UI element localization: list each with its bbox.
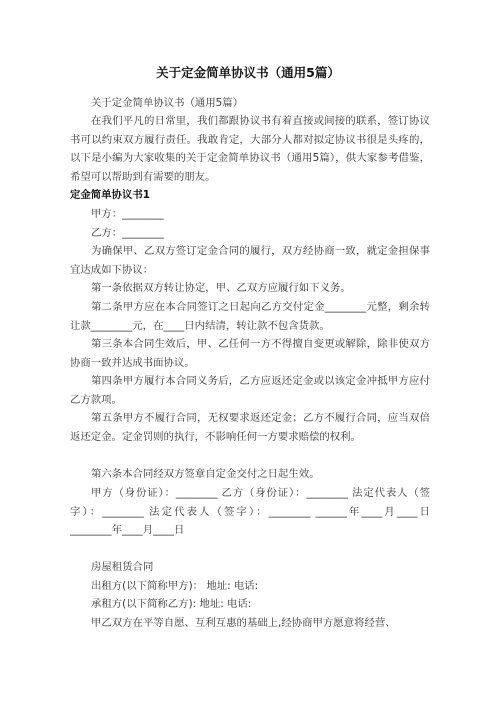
signature-block: 甲方（身份证）：________ 乙方（身份证）：________ 法定代表人（签字）：________ 法定代表人（签字）：________ ______年____月____日 ________年____月____日	[70, 487, 430, 537]
preamble-paragraph: 为确保甲、乙双方签订定金合同的履行，双方经协商一致，就定金担保事宜达成如下协议：	[70, 245, 430, 276]
lessee-line: 承租方(以下简称乙方): 地址: 电话:	[91, 598, 252, 610]
lease-intro: 甲乙双方在平等自愿、互利互惠的基础上,经协商甲方愿意将经营、	[91, 617, 396, 629]
clause-3: 第三条本合同生效后，甲、乙任何一方不得擅自变更或解除，除非使双方协商一致并达成书面协议。	[70, 338, 430, 369]
lease-title: 房屋租赁合同	[91, 561, 154, 573]
section-heading: 定金简单协议书1	[70, 189, 150, 201]
intro-heading: 关于定金简单协议书（通用5篇）	[91, 97, 244, 109]
party-a-line: 甲方：________	[91, 208, 164, 220]
clause-1: 第一条依据双方转让协定，甲、乙双方应履行如下义务。	[91, 282, 351, 294]
clause-4: 第四条甲方履行本合同义务后，乙方应返还定金或以该定金冲抵甲方应付乙方款项。	[70, 375, 430, 406]
document-title: 关于定金简单协议书（通用5篇）	[156, 65, 340, 80]
intro-paragraph: 在我们平凡的日常里，我们都跟协议书有着直接或间接的联系，签订协议书可以约束双方履行责任。我敢肯定，大部分人都对拟定协议书很是头疼的，以下是小编为大家收集的关于定金简单协议书（通用5篇），供大家参考借鉴，希望可以帮助到有需要的朋友。	[70, 115, 430, 183]
clause-2: 第二条甲方应在本合同签订之日起向乙方交付定金________元整，剩余转让款________元，在____日内结清，转让款不包含货款。	[70, 301, 430, 332]
party-b-line: 乙方：________	[91, 227, 164, 239]
clause-6: 第六条本合同经双方签章自定金交付之日起生效。	[91, 468, 320, 480]
clause-5: 第五条甲方不履行合同，无权要求返还定金；乙方不履行合同，应当双倍返还定金。定金罚则的执行，不影响任何一方要求赔偿的权利。	[70, 412, 430, 443]
lessor-line: 出租方(以下简称甲方)： 地址: 电话:	[91, 580, 259, 592]
